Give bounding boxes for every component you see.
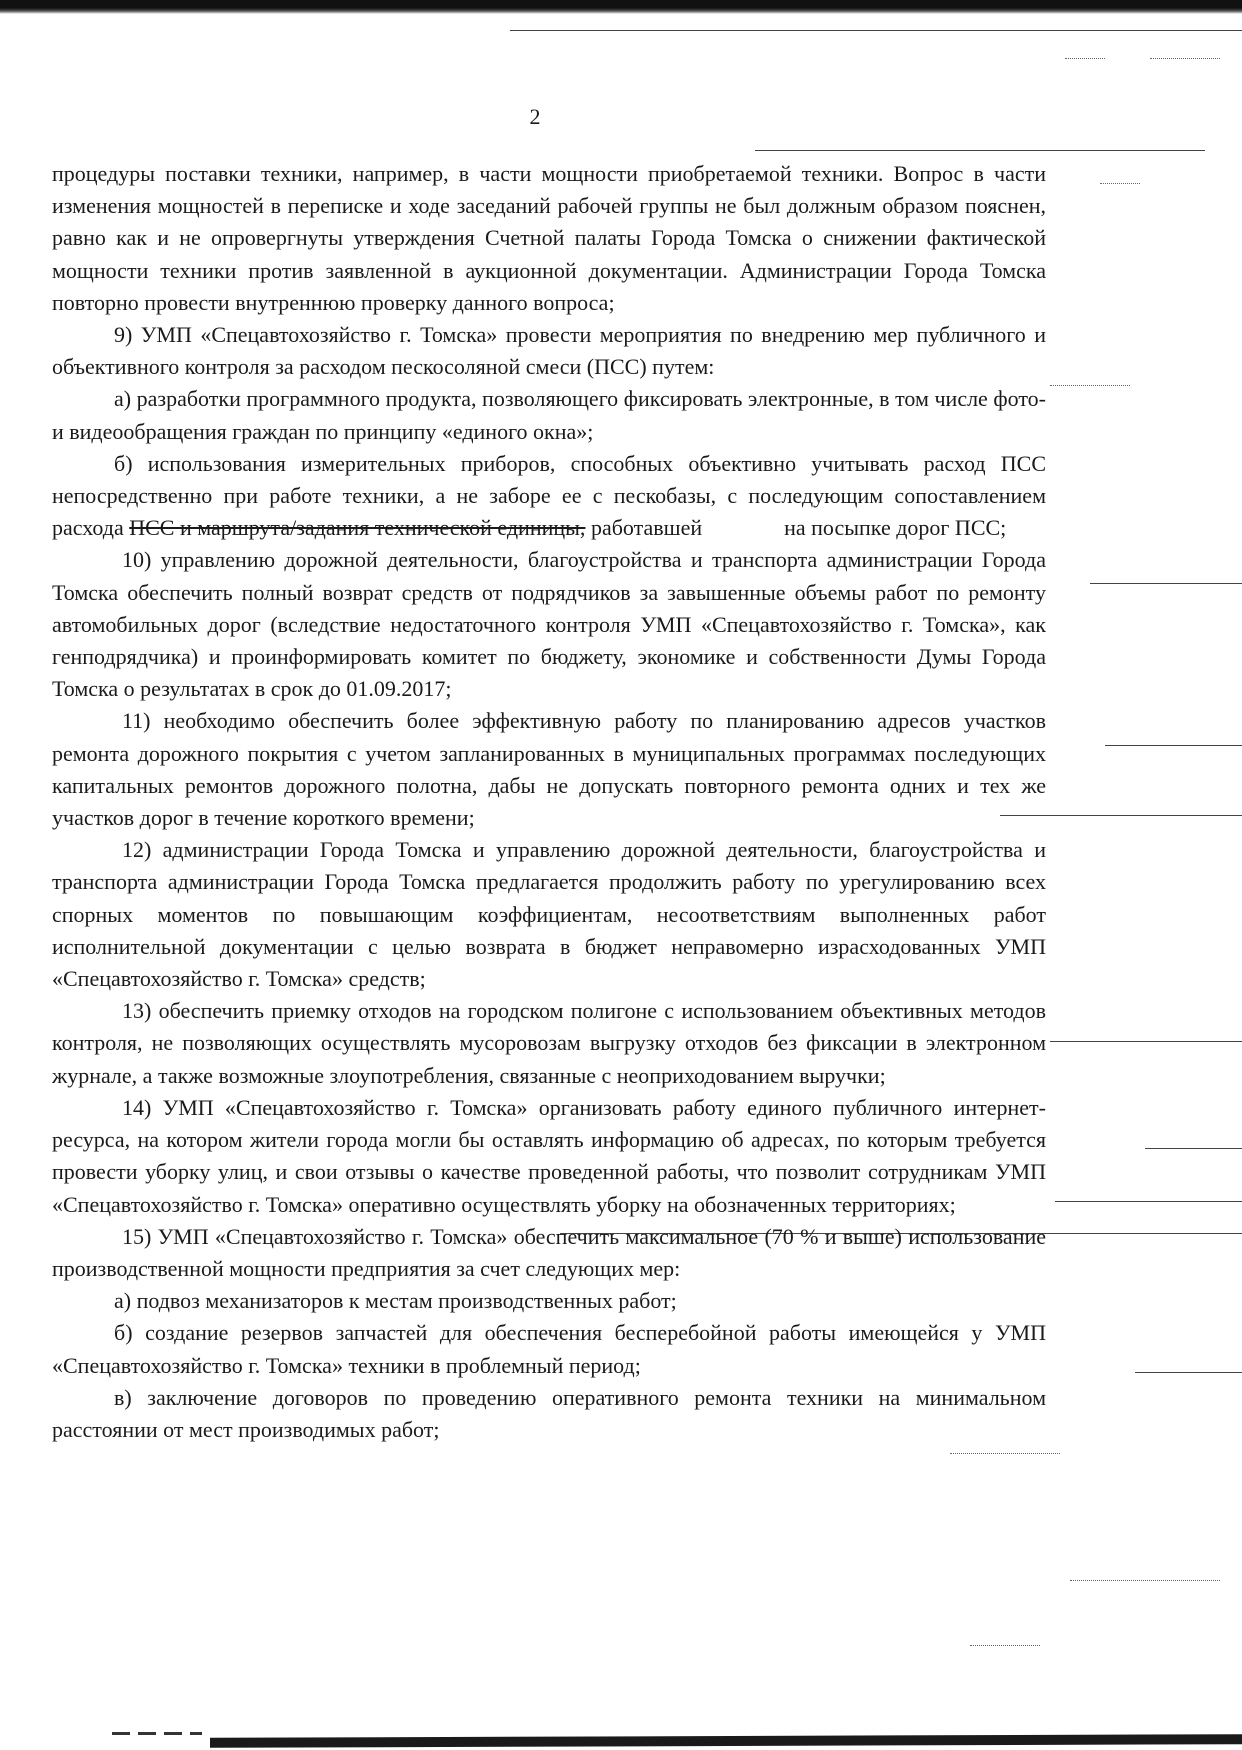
- scan-top-edge: [0, 0, 1242, 14]
- scan-dots: [1065, 58, 1105, 60]
- scan-line: [1145, 1148, 1242, 1149]
- scan-dots: [1070, 1580, 1220, 1582]
- paragraph-item-9b: [52, 448, 1046, 545]
- document-body: [52, 158, 1046, 1446]
- paragraph-item-15c: в) заключение договоров по проведению оперативного ремонта техники на минимальном расстоянии от мест производимых работ;: [52, 1384, 1046, 1442]
- struck-text: ПСС и маршрута/задания технической единицы,: [129, 515, 586, 541]
- text-before-strike: б) использования измерительных приборов, способных объективно учитывать расход ПСС непосредственно при работе техники, а не заборе ее с пескобазы, с последующим сопоставлением расхода: [52, 450, 1046, 541]
- paragraph-item-12: 12) администрации Города Томска и управлению дорожной деятельности, благоустройства и транспорта администрации Города Томска предлагается продолжить работу по урегулированию всех спорных моментов по повышающим коэффициентам, несоответствиям выполненных работ исполнительной документации с целью возврата в бюджет неправомерно израсходованных УМП «Спецавтохозяйство г. Томска» средств;: [52, 837, 1046, 992]
- paragraph-item-11: 11) необходимо обеспечить более эффективную работу по планированию адресов участков ремонта дорожного покрытия с учетом запланированных в муниципальных программах последующих капитальных ремонтов дорожного полотна, дабы не допускать повторного ремонта одних и тех же участков дорог в течение короткого времени;: [52, 708, 1046, 831]
- paragraph-item-15: 15) УМП «Спецавтохозяйство г. Томска» обеспечить максимальное (70 % и выше) использование производственной мощности предприятия за счет следующих мер:: [52, 1223, 1046, 1281]
- scan-bottom-edge: [210, 1734, 1242, 1748]
- paragraph-item-15a: а) подвоз механизаторов к местам производственных работ;: [114, 1288, 677, 1314]
- paragraph-item-9: 9) УМП «Спецавтохозяйство г. Томска» провести мероприятия по внедрению мер публичного и объективного контроля за расходом пескосоляной смеси (ПСС) путем:: [52, 322, 1046, 380]
- scan-dots: [1150, 58, 1220, 60]
- scan-line: [1090, 583, 1242, 584]
- scan-line: [1105, 745, 1242, 746]
- paragraph-item-15b: б) создание резервов запчастей для обеспечения бесперебойной работы имеющейся у УМП «Спецавтохозяйство г. Томска» техники в проблемный период;: [52, 1320, 1046, 1378]
- scan-line: [510, 30, 1242, 31]
- paragraph-intro: процедуры поставки техники, например, в части мощности приобретаемой техники. Вопрос в части изменения мощностей в переписке и ходе заседаний рабочей группы не был должным образом пояснен, равно как и не опровергнуты утверждения Счетной палаты Города Томска о снижении фактической мощности техники против заявленной в аукционной документации. Администрации Города Томска повторно провести внутреннюю проверку данного вопроса;: [52, 161, 1046, 315]
- paragraph-item-14: 14) УМП «Спецавтохозяйство г. Томска» организовать работу единого публичного интернет-ресурса, на котором жители города могли бы оставлять информацию об адресах, по которым требуется провести уборку улиц, и свои отзывы о качестве проведенной работы, что позволит сотрудникам УМП «Спецавтохозяйство г. Томска» оперативно осуществлять уборку на обозначенных территориях;: [52, 1094, 1046, 1217]
- scan-line: [755, 150, 1205, 151]
- text-after: работавшей: [585, 515, 703, 541]
- scan-dots: [1100, 183, 1140, 185]
- paragraph-item-9a: а) разработки программного продукта, позволяющего фиксировать электронные, в том числе фото- и видеообращения граждан по принципу «единого окна»;: [52, 386, 1046, 444]
- scan-dots: [970, 1645, 1040, 1647]
- scan-line: [1135, 1372, 1242, 1373]
- paragraph-item-13: 13) обеспечить приемку отходов на городском полигоне с использованием объективных методов контроля, не позволяющих осуществлять мусоровозам выгрузку отходов без фиксации в электронном журнале, а также возможные злоупотребления, связанные с неоприходованием выручки;: [52, 998, 1046, 1088]
- paragraph-item-10: 10) управлению дорожной деятельности, благоустройства и транспорта администрации Города Томска обеспечить полный возврат средств от подрядчиков за завышенные объемы работ по ремонту автомобильных дорог (вследствие недостаточного контроля УМП «Спецавтохозяйство г. Томска», как генподрядчика) и проинформировать комитет по бюджету, экономике и собственности Думы Города Томска о результатах в срок до 01.09.2017;: [52, 547, 1046, 702]
- page-number: 2: [529, 104, 541, 129]
- scan-dots: [950, 1453, 1060, 1455]
- text-after-2: на посыпке дорог ПСС;: [784, 515, 1007, 541]
- scan-line: [1050, 1041, 1242, 1042]
- scan-bottom-dash: [112, 1732, 202, 1735]
- scan-line: [1055, 1201, 1242, 1202]
- scan-dots: [1050, 385, 1130, 387]
